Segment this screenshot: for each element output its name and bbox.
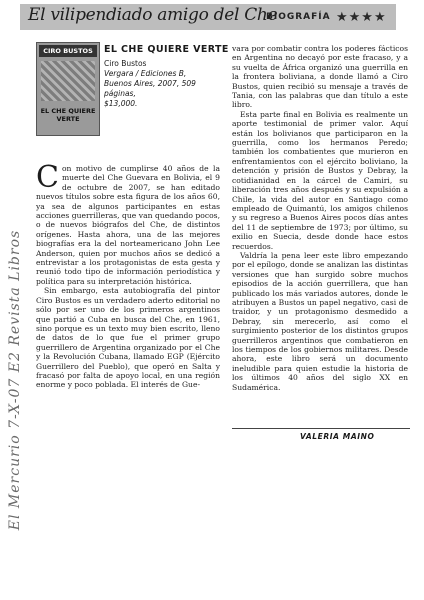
book-price: $13,000. [104, 99, 138, 108]
author-signature: VALERIA MAINO [300, 432, 375, 441]
paragraph: Esta parte final en Bolivia es realmente un aporte testimonial de primer valor. Aquí están los bolivianos que participaron en la guerrilla, como los hermanos Peredo; también los combatientes que murieron en enfrentamientos con el ejército boliviano, la detención y prisión de Bustos y Debray, la cotidianidad en la cárcel de Camiri, su liberación tres años después y su expulsión a Chile, la vida del autor en Santiago como empleado de Quimantú, los amigos chilenos y su regreso a Buenos Aires pocos días antes del 11 de septiembre de 1973; por último, su exilio en Suecia, desde donde hace estos recuerdos. [232, 109, 408, 251]
paragraph: Sin embargo, esta autobiografía del pintor Ciro Bustos es un verdadero aderto editorial no sólo por ser uno de los primeros argentinos que partió a Cuba en busca del Che, en 1961, sino porque es un texto muy bien escrito, lleno de datos de lo que fue el primer grupo guerrillero de Argentina organizado por el Che y la Revolución Cubana, llamado EGP (Ejército Guerrillero del Pueblo), que operó en Salta y fracasó por falta de apoyo local, en una región enorme y poco poblada. El interés de Gue- [36, 286, 220, 390]
book-info [104, 44, 228, 109]
drop-cap: C [36, 160, 59, 195]
paragraph: vara por combatir contra los poderes fácticos en Argentina no decayó por este fracaso, y a su vuelta de África organizó una guerrilla en la frontera boliviana, a donde llamó a Ciro Bustos, quien recibió su mensaje a través de Tania, con las palabras que dan título a este libro. [232, 44, 408, 110]
cover-title: EL CHE QUIERE VERTE [40, 107, 96, 123]
book-author: Ciro Bustos [104, 59, 147, 68]
left-column [36, 160, 220, 390]
section-label: BIOGRAFÍA [266, 12, 331, 22]
article-title: El vilipendiado amigo del Che [28, 5, 278, 25]
cover-art [41, 61, 95, 101]
right-column [232, 44, 408, 392]
cover-author: CIRO BUSTOS [39, 45, 97, 57]
paragraph [36, 160, 220, 286]
paragraph: Valdría la pena leer este libro empezando por el epílogo, donde se analizan las distintas versiones que han surgido sobre muchos episodios de la acción guerrillera, que han publicado los más variados autores, donde le atribuyen a Bustos un papel negativo, casi de traidor, y un protagonismo desmedido a Debray, sin merecerlo, así como el surgimiento posterior de los distintos grupos guerrilleros argentinos que combatieron en los tiempos de los gobiernos militares. Desde ahora, este libro será un documento ineludible para quien estudie la historia de los últimos 40 años del siglo XX en Sudamérica. [232, 250, 408, 392]
rating-stars-icon: ★★★★ [336, 10, 387, 25]
book-title: EL CHE QUIERE VERTE [104, 44, 229, 55]
book-details: Buenos Aires, 2007, 509 páginas, [104, 79, 196, 98]
paragraph-text: on motivo de cumplirse 40 años de la muerte del Che Guevara en Bolivia, el 9 de octubre de 2007, se han editado nuevos títulos sobre esta figura de los años 60, ya sea de algunos participantes en estas acciones guerrilleras, que van quedando pocos, o de nuevos biógrafos del Che, de distintos orígenes. Hasta ahora, una de las mejores biografías era la del norteamericano John Lee Anderson, quien por muchos años se dedicó a entrevistar a los protagonistas de esta gesta y reunió todo tipo de información periodística y política para su interpretación histórica. [36, 164, 220, 286]
handwritten-note-text: El Mercurio 7-X-07 E2 Revista Libros [7, 229, 23, 531]
book-publisher: Vergara / Ediciones B, [104, 69, 187, 78]
margin-handwritten-note [0, 160, 30, 600]
book-cover-image [36, 42, 100, 136]
divider [232, 428, 410, 429]
